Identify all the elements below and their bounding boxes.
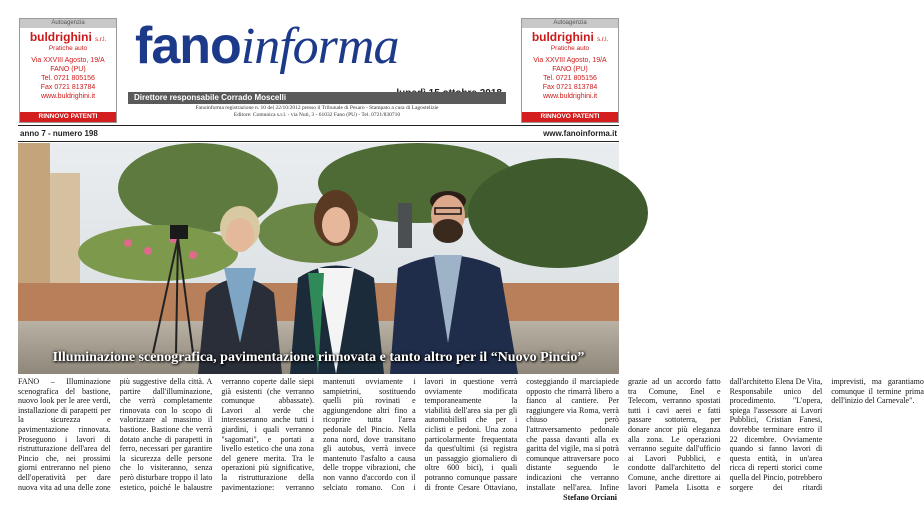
ad-subtitle: Pratiche auto: [48, 45, 88, 52]
subheader-rule: [18, 141, 619, 142]
ad-fax: Fax 0721 813784: [40, 84, 96, 91]
ad-fax: Fax 0721 813784: [542, 84, 598, 91]
ad-brand: buldrighini s.r.l.: [29, 30, 107, 44]
ad-footer: RINNOVO PATENTI: [522, 112, 618, 122]
issue-number: anno 7 - numero 198: [20, 129, 98, 138]
article-text: FANO – Illuminazione scenografica del bastione, nuovo look per le aree verdi, installazione di parapetti per la sicurezza e pavimentazione rinnovata. Proseguono i lavori di ristrutturazione dell'area del Pincio che, nei prossimi giorni entreranno nel pieno dell'operatività per dare nuova vita ad una delle zone più suggestive della città. A partire dall'illuminazione, che verrà completamente rinnovata con lo scopo di valorizzare al massimo il bastione. Bastione che verrà dotato anche di parapetti in ferro, necessari per garantire la sicurezza delle persone che lo visiteranno, senza però disturbare troppo il lato estetico, poiché le balaustre verranno coperte dalle siepi già esistenti (che verranno comunque abbassate). Lavori al verde che interesseranno anche tutti i giardini, i quali verranno "sagomati", e portati a livello estetico che una zona del genere merita. Tra le operazioni più significative, la ristrutturazione della pavimentazione: verranno mantenuti ovviamente i sampietrini, sostituendo quelli più rovinati e aggiungendone altri fino a ricoprire tutta l'area pedonale del Pincio. Nella zona nord, dove transitano gli autobus, verrà invece mantenuto l'asfalto a causa delle troppe vibrazioni, che non vanno d'accordo con il selciato romano. Con i lavori in questione verrà ovviamente modificata temporaneamente la viabilità dell'area sia per gli automobilisti che per i ciclisti e pedoni. Una zona particolarmente frequentata da quest'ultimi (si registra un passaggio giornaliero di oltre 600 bici), i quali potranno comunque passare di fronte Cesare Ottaviano, costeggiando il marciapiede opposto che rimarrà libero a fianco al cantiere. Per raggiungere via Roma, verrà chiuso però l'attraversamento pedonale che passa davanti alla ex garitta del vigile, ma si potrà comunque attraversare poco distante seguendo le indicazioni che verranno installate nell'area. Infine grazie ad un accordo fatto tra Comune, Enel e Telecom, verranno spostati tutti i cavi aerei e fatti passare sottoterra, per donare ancor più eleganza alla zona. Le operazioni verranno seguite dall'ufficio ai Lavori Pubblici, e condotte dall'architetto del Comune, anche direttore ai lavori Pamela Lisotta e dall'architetto Elena De Vita, Responsabile unico del procedimento. "L'opera, spiega l'assessore ai Lavori Pubblici, Cristian Fanesi, dovrebbe terminare entro il 22 dicembre. Ovviamente quando si fanno lavori di questa entità, in un'area ricca di reperti storici come quella del Pincio, potrebbero sorgere dei ritardi imprevisti, ma garantiamo comunque il termine prima dell'inizio del Carnevale".: [18, 377, 924, 492]
article-photo: [18, 143, 619, 374]
director-bar: Direttore responsabile Corrado Moscelli: [128, 92, 506, 104]
ad-brand: buldrighini s.r.l.: [531, 30, 609, 44]
ad-contact: [20, 56, 116, 101]
ad-phone: Tel. 0721 805156: [543, 75, 597, 82]
ad-address: Via XXVIII Agosto, 19/A: [31, 57, 105, 64]
advertisement-left[interactable]: [19, 18, 117, 123]
website-link[interactable]: www.fanoinforma.it: [543, 129, 617, 138]
ad-city: FANO (PU): [50, 66, 86, 73]
newspaper-logo[interactable]: [135, 16, 398, 77]
registration-info: [128, 105, 506, 118]
ad-subtitle: Pratiche auto: [550, 45, 590, 52]
header-rule: [18, 125, 619, 126]
article-body: [18, 377, 924, 497]
logo-fano: fano: [135, 17, 241, 75]
ad-website[interactable]: www.buldrighini.it: [542, 93, 598, 100]
article-author: Stefano Orciani: [563, 493, 617, 502]
publisher-line: Editore: Comunica s.r.l. - via Nuti, 3 - 61032 Fano (PU) - Tel. 0721/830710: [233, 111, 401, 118]
registration-line: Fanoinforma registrazione n. 10 del 22/10/2012 presso il Tribunale di Pesaro - Stampato a cura di Lagostelizie: [195, 105, 439, 111]
ad-top-label: Autoagenzia: [522, 19, 618, 28]
photo-scene: [18, 143, 619, 374]
ad-city: FANO (PU): [552, 66, 588, 73]
ad-contact: [522, 56, 618, 101]
ad-address: Via XXVIII Agosto, 19/A: [533, 57, 607, 64]
ad-top-label: Autoagenzia: [20, 19, 116, 28]
logo-informa: informa: [240, 18, 399, 75]
ad-footer: RINNOVO PATENTI: [20, 112, 116, 122]
photo-caption: Illuminazione scenografica, pavimentazione rinnovata e tanto altro per il “Nuovo Pincio”: [52, 350, 585, 365]
advertisement-right[interactable]: [521, 18, 619, 123]
ad-website[interactable]: www.buldrighini.it: [40, 93, 96, 100]
ad-phone: Tel. 0721 805156: [41, 75, 95, 82]
